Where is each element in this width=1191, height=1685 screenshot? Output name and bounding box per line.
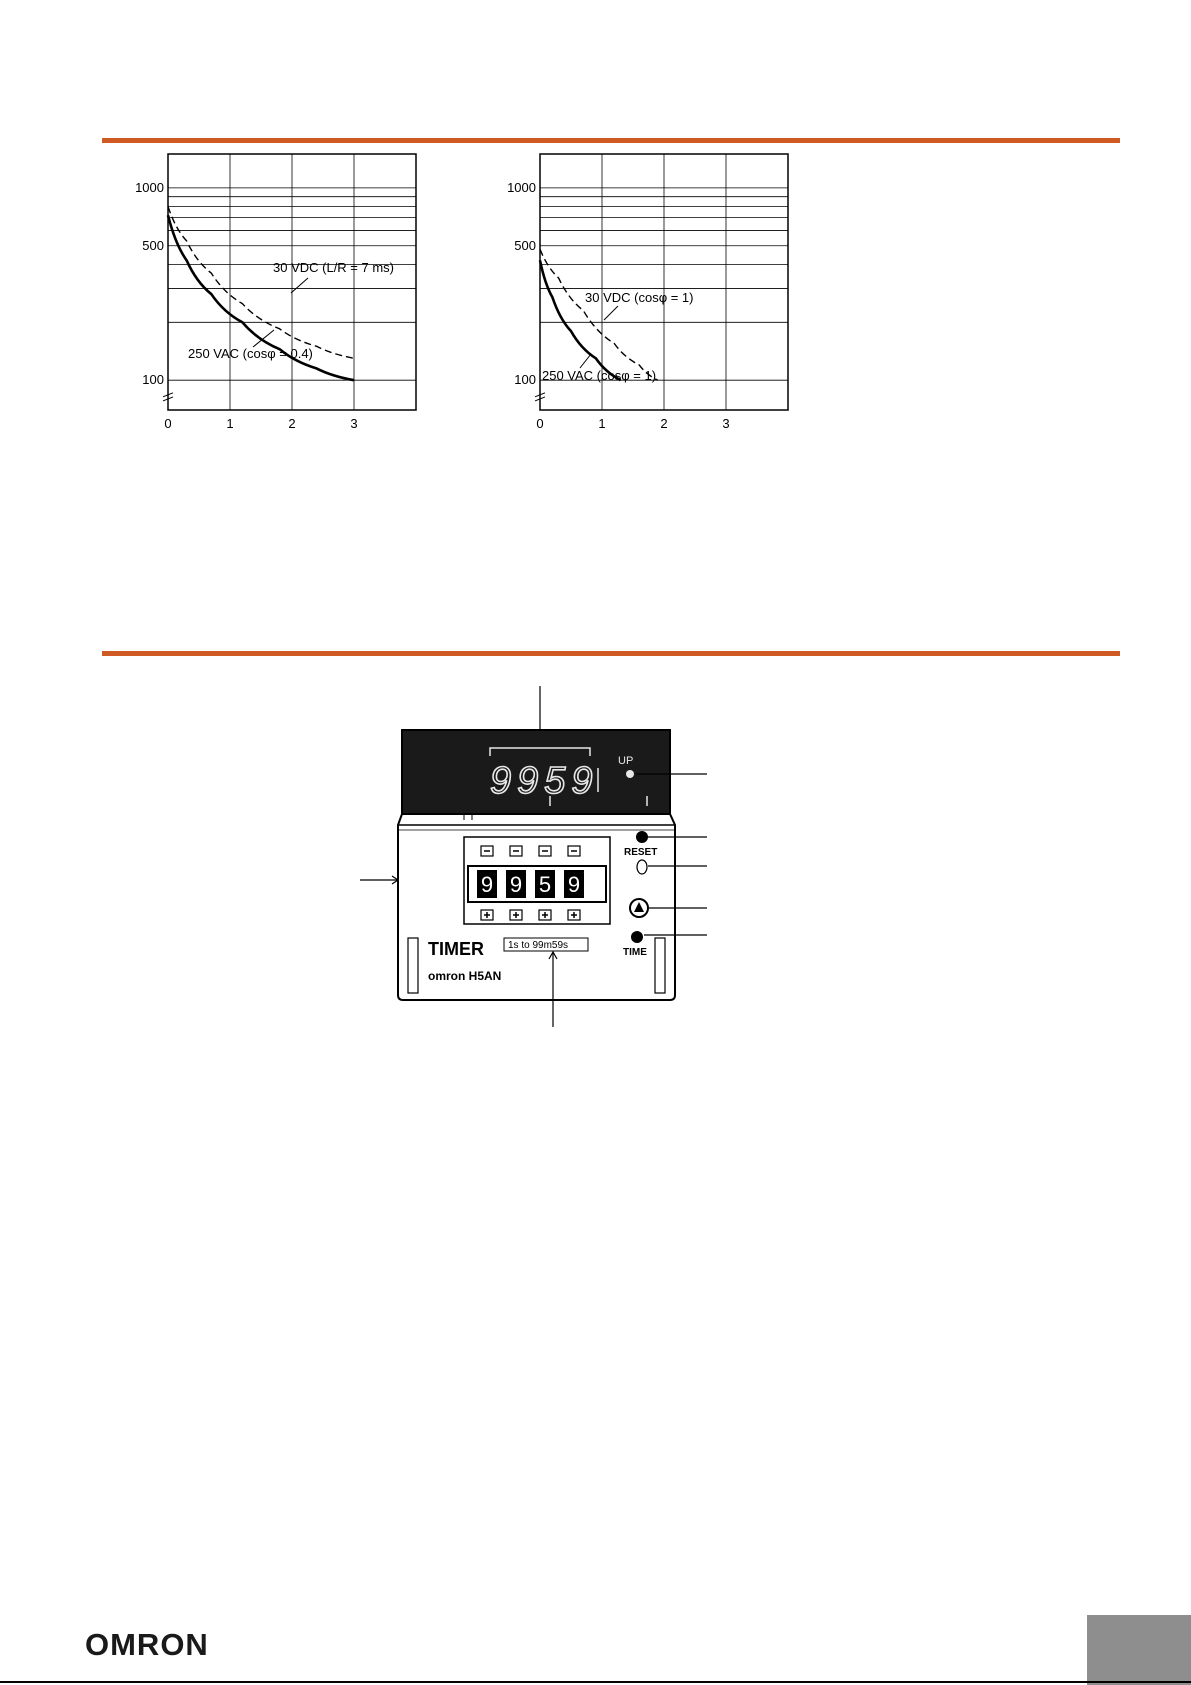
y-tick-label: 100 <box>514 372 536 388</box>
brand-label: omron H5AN <box>428 969 502 983</box>
reset-label: RESET <box>624 847 658 858</box>
thumbwheel-digit: 9 <box>567 872 581 897</box>
thumbwheel-digit: 9 <box>480 872 494 897</box>
y-tick-label: 500 <box>514 237 536 253</box>
x-tick-label: 1 <box>598 416 606 431</box>
up-indicator <box>626 770 634 778</box>
series-label-1: 250 VAC (cosφ = 0.4) <box>188 346 313 361</box>
timer-front-view <box>340 680 720 1040</box>
endurance-chart-right <box>507 150 832 460</box>
series-leader-1 <box>580 354 591 368</box>
time-button[interactable] <box>631 931 643 943</box>
series-label-1: 250 VAC (cosφ = 1) <box>542 368 657 383</box>
page-number-tab <box>1087 1615 1191 1685</box>
x-tick-label: 0 <box>164 416 172 431</box>
range-label: 1s to 99m59s <box>508 940 569 951</box>
y-tick-label: 500 <box>142 237 164 253</box>
x-tick-label: 2 <box>288 416 296 431</box>
gridlines <box>168 154 416 410</box>
x-tick-label: 0 <box>536 416 544 431</box>
series-line-1 <box>540 260 621 380</box>
power-indicator <box>637 860 647 874</box>
x-tick-label: 3 <box>722 416 730 431</box>
time-label: TIME <box>623 947 647 958</box>
thumbwheel-digit: 9 <box>509 872 523 897</box>
section-rule-middle <box>102 651 1120 656</box>
y-tick-label: 1000 <box>135 179 164 195</box>
endurance-chart-left <box>135 150 460 460</box>
up-label: UP <box>618 755 634 767</box>
display-digits: 9959 <box>490 760 599 802</box>
model-title: TIMER <box>428 939 484 959</box>
x-tick-label: 2 <box>660 416 668 431</box>
x-tick-label: 1 <box>226 416 234 431</box>
thumbwheel-digit: 5 <box>538 872 552 897</box>
y-tick-label: 100 <box>142 372 164 388</box>
series-label-0: 30 VDC (cosφ = 1) <box>585 290 694 305</box>
series-line-0 <box>168 207 354 359</box>
y-tick-label: 1000 <box>507 179 536 195</box>
bottom-rule <box>0 1681 1191 1683</box>
omron-logo: OMRON <box>85 1627 209 1662</box>
series-label-0: 30 VDC (L/R = 7 ms) <box>273 260 395 275</box>
series-leader-0 <box>604 306 618 320</box>
series-leader-0 <box>291 278 308 293</box>
section-rule-top <box>102 138 1120 143</box>
x-tick-label: 3 <box>350 416 358 431</box>
